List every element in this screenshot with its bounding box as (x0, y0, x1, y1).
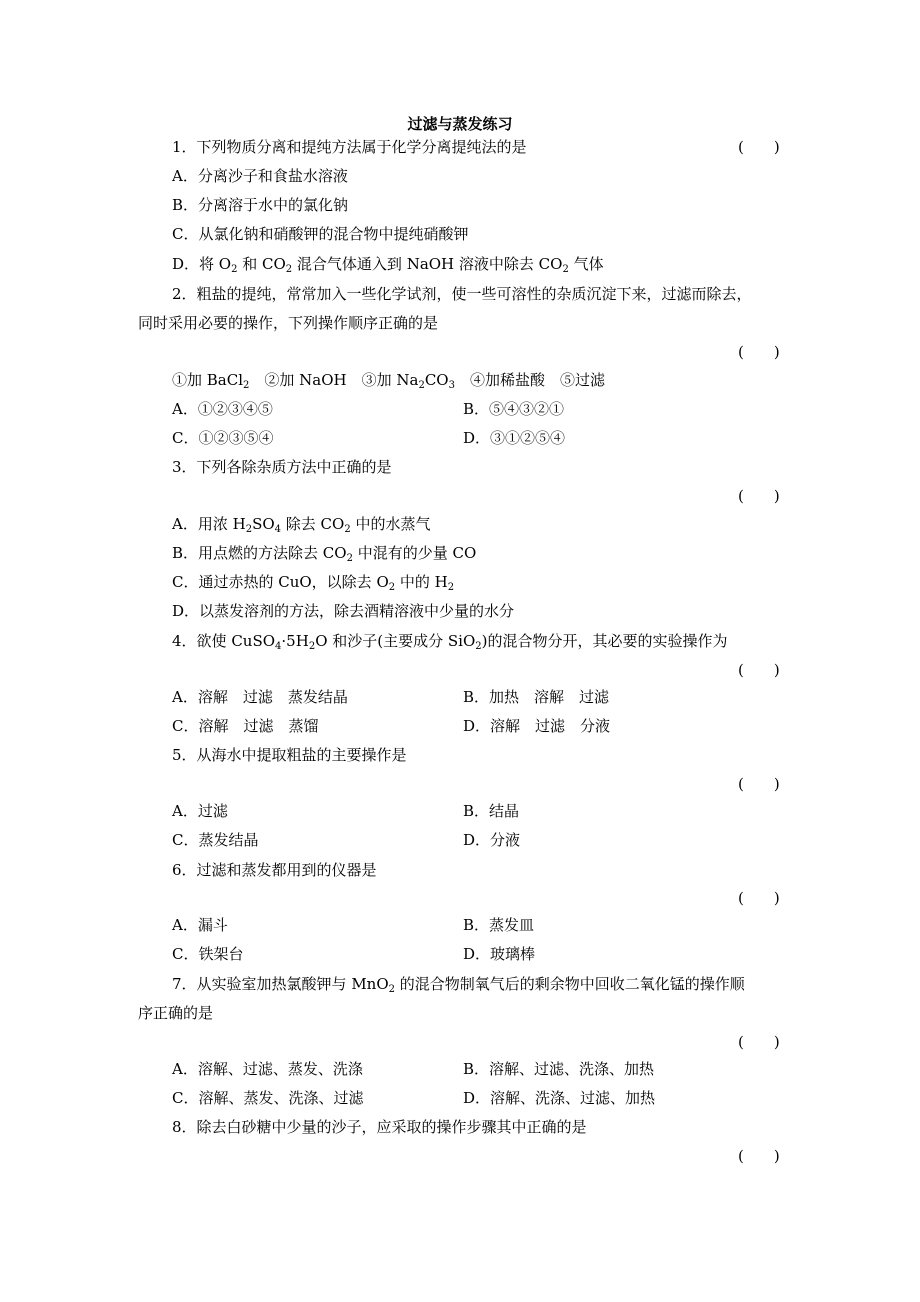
answer-bracket: ( ) (738, 775, 780, 793)
question-5-option-b: B．结晶 (463, 802, 520, 820)
question-number: 7． (172, 975, 197, 993)
question-1-stem: 1．下列物质分离和提纯方法属于化学分离提纯法的是 (172, 138, 527, 156)
question-6-stem: 6．过滤和蒸发都用到的仪器是 (172, 861, 377, 879)
question-2-items: ①加 BaCl$_2$ ②加 NaOH ③加 $Na_2CO_3$ ④加稀盐酸 ⑤过滤 (172, 371, 605, 391)
question-4-option-b: B．加热 溶解 过滤 (463, 688, 610, 706)
question-3-option-a: A．用浓 $H_2SO_4$ 除去 $CO_2$ 中的水蒸气 (172, 515, 431, 535)
question-number: 3． (172, 458, 197, 476)
question-4-option-c: C．溶解 过滤 蒸馏 (172, 717, 319, 735)
question-1-option-b: B．分离溶于水中的氯化钠 (172, 196, 349, 214)
question-2-option-c: C．①②③⑤④ (172, 429, 274, 447)
question-7-stem-continued: 序正确的是 (138, 1004, 214, 1022)
question-1-option-d: D．将 $O_2$ 和 $CO_2$ 混合气体通入到 NaOH 溶液中除去 $CO_2$ 气体 (172, 255, 604, 275)
answer-bracket: ( ) (738, 138, 780, 156)
question-4-stem: 4．欲使 $CuSO_4\cdot 5H_2O$ 和沙子(主要成分 SiO$_2$)的混合物分开，其必要的实验操作为 (172, 632, 728, 652)
question-number: 5． (172, 746, 197, 764)
answer-bracket: ( ) (738, 343, 780, 361)
answer-bracket: ( ) (738, 889, 780, 907)
question-4-option-d: D．溶解 过滤 分液 (463, 717, 611, 735)
answer-bracket: ( ) (738, 1147, 780, 1165)
question-6-option-d: D．玻璃棒 (463, 945, 536, 963)
question-1-option-a: A．分离沙子和食盐水溶液 (172, 167, 348, 185)
question-6-option-a: A．漏斗 (172, 916, 228, 934)
question-2-option-a: A．①②③④⑤ (172, 400, 273, 418)
question-2-option-d: D．③①②⑤④ (463, 429, 566, 447)
question-7-option-d: D．溶解、洗涤、过滤、加热 (463, 1089, 656, 1107)
question-1-option-c: C．从氯化钠和硝酸钾的混合物中提纯硝酸钾 (172, 225, 469, 243)
question-5-option-a: A．过滤 (172, 802, 228, 820)
question-3-stem: 3．下列各除杂质方法中正确的是 (172, 458, 392, 476)
question-6-option-b: B．蒸发皿 (463, 916, 535, 934)
question-5-option-c: C．蒸发结晶 (172, 831, 259, 849)
question-7-option-a: A．溶解、过滤、蒸发、洗涤 (172, 1060, 363, 1078)
question-number: 8． (172, 1118, 197, 1136)
question-4-option-a: A．溶解 过滤 蒸发结晶 (172, 688, 348, 706)
question-number: 4． (172, 632, 197, 650)
question-number: 2． (172, 285, 197, 303)
question-3-option-c: C．通过赤热的 CuO，以除去 $O_2$ 中的 $H_2$ (172, 573, 455, 593)
question-3-option-b: B．用点燃的方法除去 $CO_2$ 中混有的少量 CO (172, 544, 477, 564)
question-2-option-b: B．⑤④③②① (463, 400, 565, 418)
question-number: 1． (172, 138, 197, 156)
answer-bracket: ( ) (738, 1033, 780, 1051)
question-5-stem: 5．从海水中提取粗盐的主要操作是 (172, 746, 407, 764)
question-5-option-d: D．分液 (463, 831, 521, 849)
question-3-option-d: D．以蒸发溶剂的方法，除去酒精溶液中少量的水分 (172, 602, 515, 620)
question-6-option-c: C．铁架台 (172, 945, 244, 963)
page-title: 过滤与蒸发练习 (407, 115, 513, 133)
question-8-stem: 8．除去白砂糖中少量的沙子，应采取的操作步骤其中正确的是 (172, 1118, 587, 1136)
question-7-option-c: C．溶解、蒸发、洗涤、过滤 (172, 1089, 364, 1107)
question-7-option-b: B．溶解、过滤、洗涤、加热 (463, 1060, 655, 1078)
question-number: 6． (172, 861, 197, 879)
question-2-stem-continued: 同时采用必要的操作，下列操作顺序正确的是 (138, 314, 439, 332)
question-7-stem: 7．从实验室加热氯酸钾与 MnO$_2$ 的混合物制氧气后的剩余物中回收二氧化锰的操作顺 (172, 975, 745, 995)
answer-bracket: ( ) (738, 661, 780, 679)
answer-bracket: ( ) (738, 487, 780, 505)
question-2-stem: 2．粗盐的提纯，常常加入一些化学试剂，使一些可溶性的杂质沉淀下来，过滤而除去， (172, 285, 752, 303)
